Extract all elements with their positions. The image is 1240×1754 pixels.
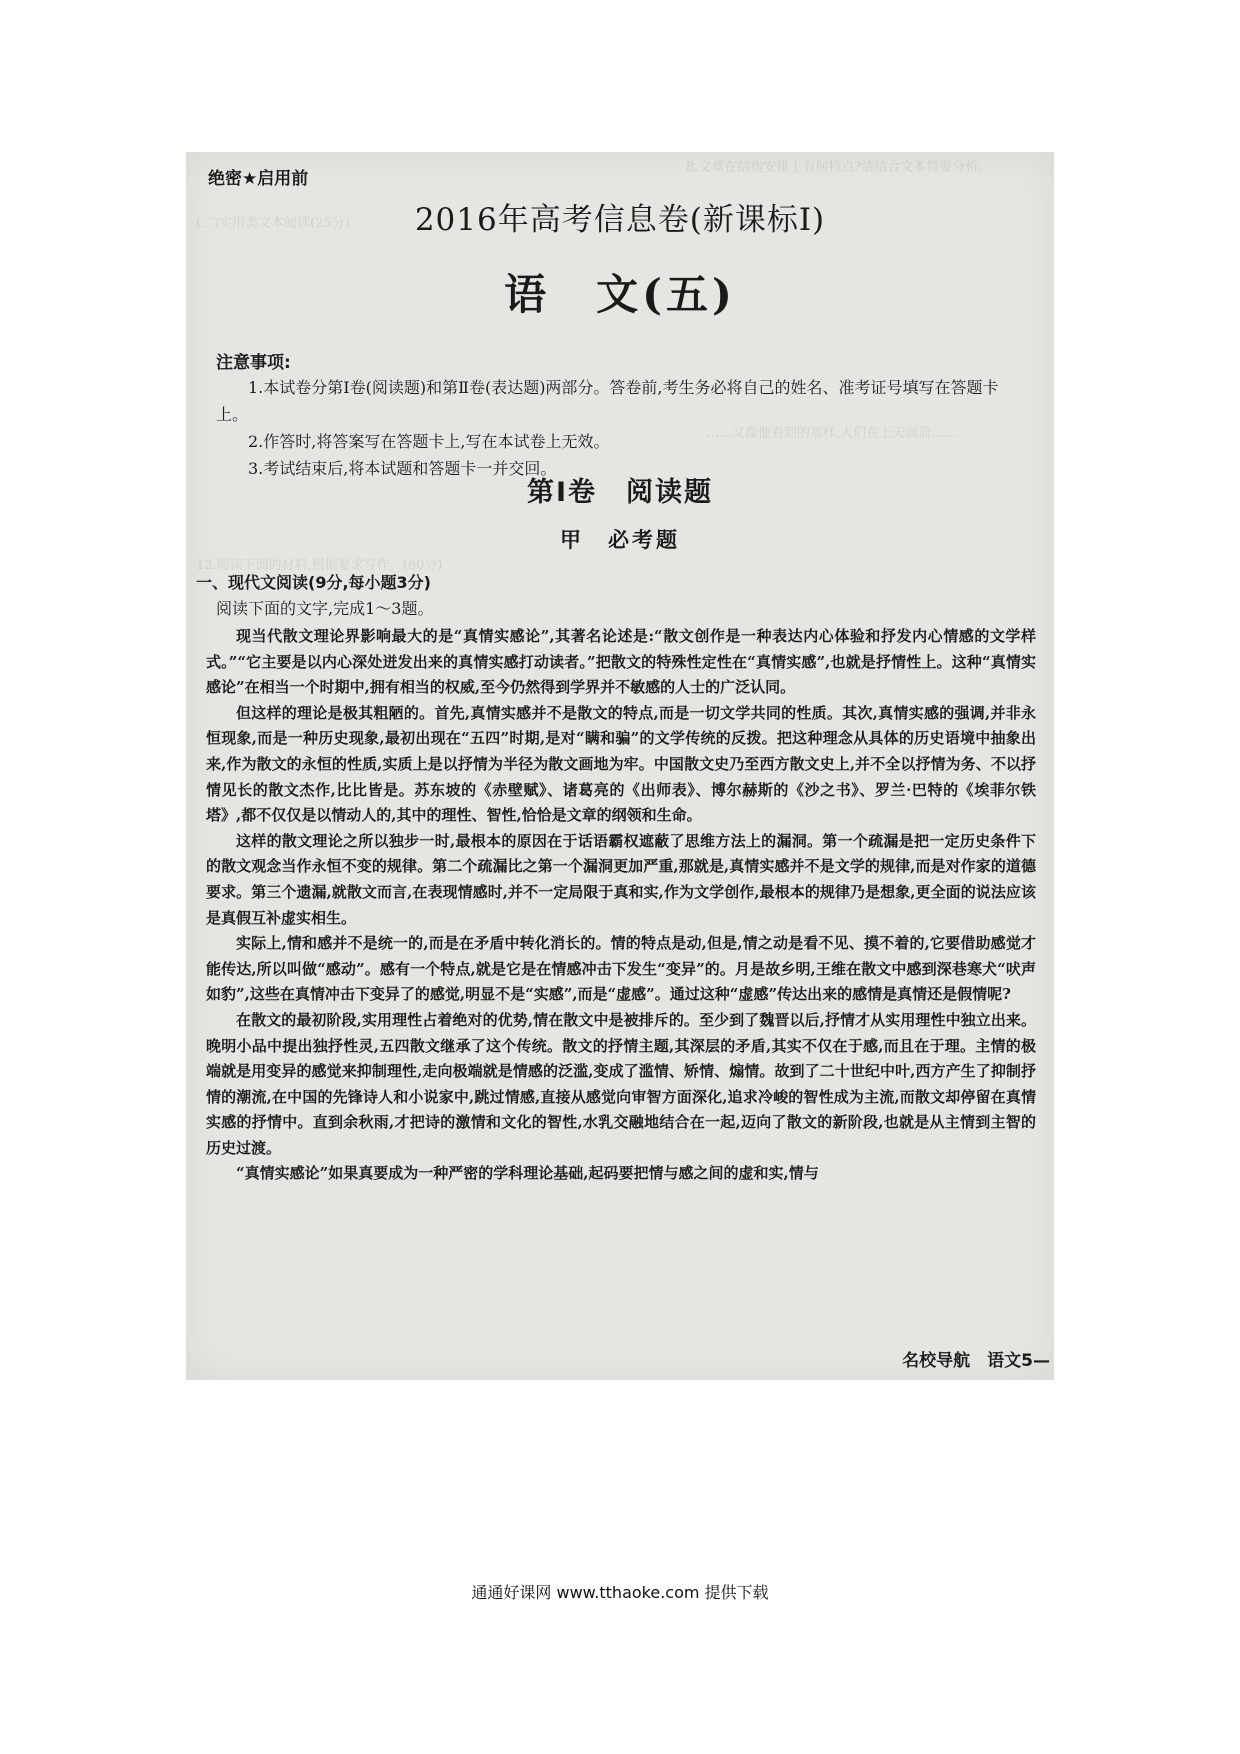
passage-paragraph: 这样的散文理论之所以独步一时,最根本的原因在于话语霸权遮蔽了思维方法上的漏洞。第一个疏漏是把一定历史条件下的散文观念当作永恒不变的规律。第二个疏漏比之第一个漏洞更加严重,那就是,真情实感并不是文学的规律,而是对作家的道德要求。第三个遗漏,就散文而言,在表现情感时,并不一定局限于真和实,作为文学创作,最根本的规律乃是想象,更全面的说法应该是真假互补虚实相生。 — [206, 831, 1036, 927]
passage-paragraph: 现当代散文理论界影响最大的是“真情实感论”,其著名论述是:“散文创作是一种表达内心体验和抒发内心情感的文学样式。”“它主要是以内心深处迸发出来的真情实感打动读者。”把散文的特殊性定性在“真情实感”,也就是抒情性上。这种“真情实感论”在相当一个时期中,拥有相当的权威,至今仍然得到学界并不敏感的人士的广泛认同。 — [206, 627, 1036, 697]
page-footer: 名校导航 语文5— — [902, 1351, 1050, 1371]
notice-item: 2.作答时,将答案写在答题卡上,写在本试卷上无效。 — [248, 432, 610, 451]
notice-list — [216, 374, 1026, 482]
secret-label: 绝密★启用前 — [208, 169, 309, 189]
subject-title: 语 文(五) — [504, 270, 736, 319]
passage-paragraph: 在散文的最初阶段,实用理性占着绝对的优势,情在散文中是被排斥的。至少到了魏晋以后,抒情才从实用理性中独立出来。晚明小品中提出独抒性灵,五四散文继承了这个传统。散文的抒情主题,其深层的矛盾,其实不仅在于感,而且在于理。主情的极端就是用变异的感觉来抑制理性,走向极端就是情感的泛滥,变成了滥情、矫情、煽情。故到了二十世纪中叶,西方产生了抑制抒情的潮流,在中国的先锋诗人和小说家中,跳过情感,直接从感觉向审智方面深化,追求冷峻的智性成为主流,而散文却停留在真情实感的抒情中。直到余秋雨,才把诗的激情和文化的智性,水乳交融地结合在一起,迈向了散文的新阶段,也就是从主情到主智的历史过渡。 — [206, 1010, 1036, 1157]
notice-item: 3.考试结束后,将本试题和答题卡一并交回。 — [248, 459, 557, 478]
show-through-text: (二)实用类文本阅读(25分) — [196, 216, 350, 231]
exam-title: 2016年高考信息卷(新课标Ⅰ) — [414, 202, 826, 238]
notice-heading: 注意事项: — [216, 353, 291, 373]
passage-paragraph: 实际上,情和感并不是统一的,而是在矛盾中转化消长的。情的特点是动,但是,情之动是看不见、摸不着的,它要借助感觉才能传达,所以叫做“感动”。感有一个特点,就是它是在情感冲击下发生“变异”的。月是故乡明,王维在散文中感到深巷寒犬“吠声如豹”,这些在真情冲击下变异了的感觉,明显不是“实感”,而是“虚感”。通过这种“虚感”传达出来的感情是真情还是假情呢? — [206, 934, 1036, 1004]
scanned-page — [186, 152, 1054, 1380]
reading-passage — [206, 624, 1036, 1187]
passage-paragraph: “真情实感论”如果真要成为一种严密的学科理论基础,起码要把情与感之间的虚和实,情与 — [236, 1164, 819, 1183]
passage-paragraph: 但这样的理论是极其粗陋的。首先,真情实感并不是散文的特点,而是一切文学共同的性质。其次,真情实感的强调,并非永恒现象,而是一种历史现象,最初出现在“五四”时期,是对“瞒和骗”的文学传统的反拨。把这种理念从具体的历史语境中抽象出来,作为散文的永恒的性质,实质上是以抒情为半径为散文画地为牢。中国散文史乃至西方散文史上,并不全以抒情为务、不以抒情见长的散文杰作,比比皆是。苏东坡的《赤壁赋》、诸葛亮的《出师表》、博尔赫斯的《沙之书》、罗兰·巴特的《埃菲尔铁塔》,都不仅仅是以情动人的,其中的理性、智性,恰恰是文章的纲领和生命。 — [206, 703, 1036, 825]
notice-item: 1.本试卷分第Ⅰ卷(阅读题)和第Ⅱ卷(表达题)两部分。答卷前,考生务必将自己的姓名、准考证号填写在答题卡上。 — [216, 378, 999, 424]
section-title: 甲 必考题 — [560, 528, 680, 552]
question-heading: 一、现代文阅读(9分,每小题3分) — [196, 573, 431, 592]
show-through-text: 12.阅读下面的材料,根据要求写作。(60分) — [196, 558, 443, 573]
show-through-text: ……又像他看到的那样,人们在上天面前…… — [706, 426, 958, 441]
question-instruction: 阅读下面的文字,完成1～3题。 — [216, 599, 434, 618]
show-through-text: 8.文章在结构安排上有何特点?请结合文本简要分析。 — [686, 160, 992, 175]
download-credit: 通通好课网 www.tthaoke.com 提供下载 — [471, 1583, 769, 1602]
volume-title: 第Ⅰ卷 阅读题 — [526, 477, 714, 508]
